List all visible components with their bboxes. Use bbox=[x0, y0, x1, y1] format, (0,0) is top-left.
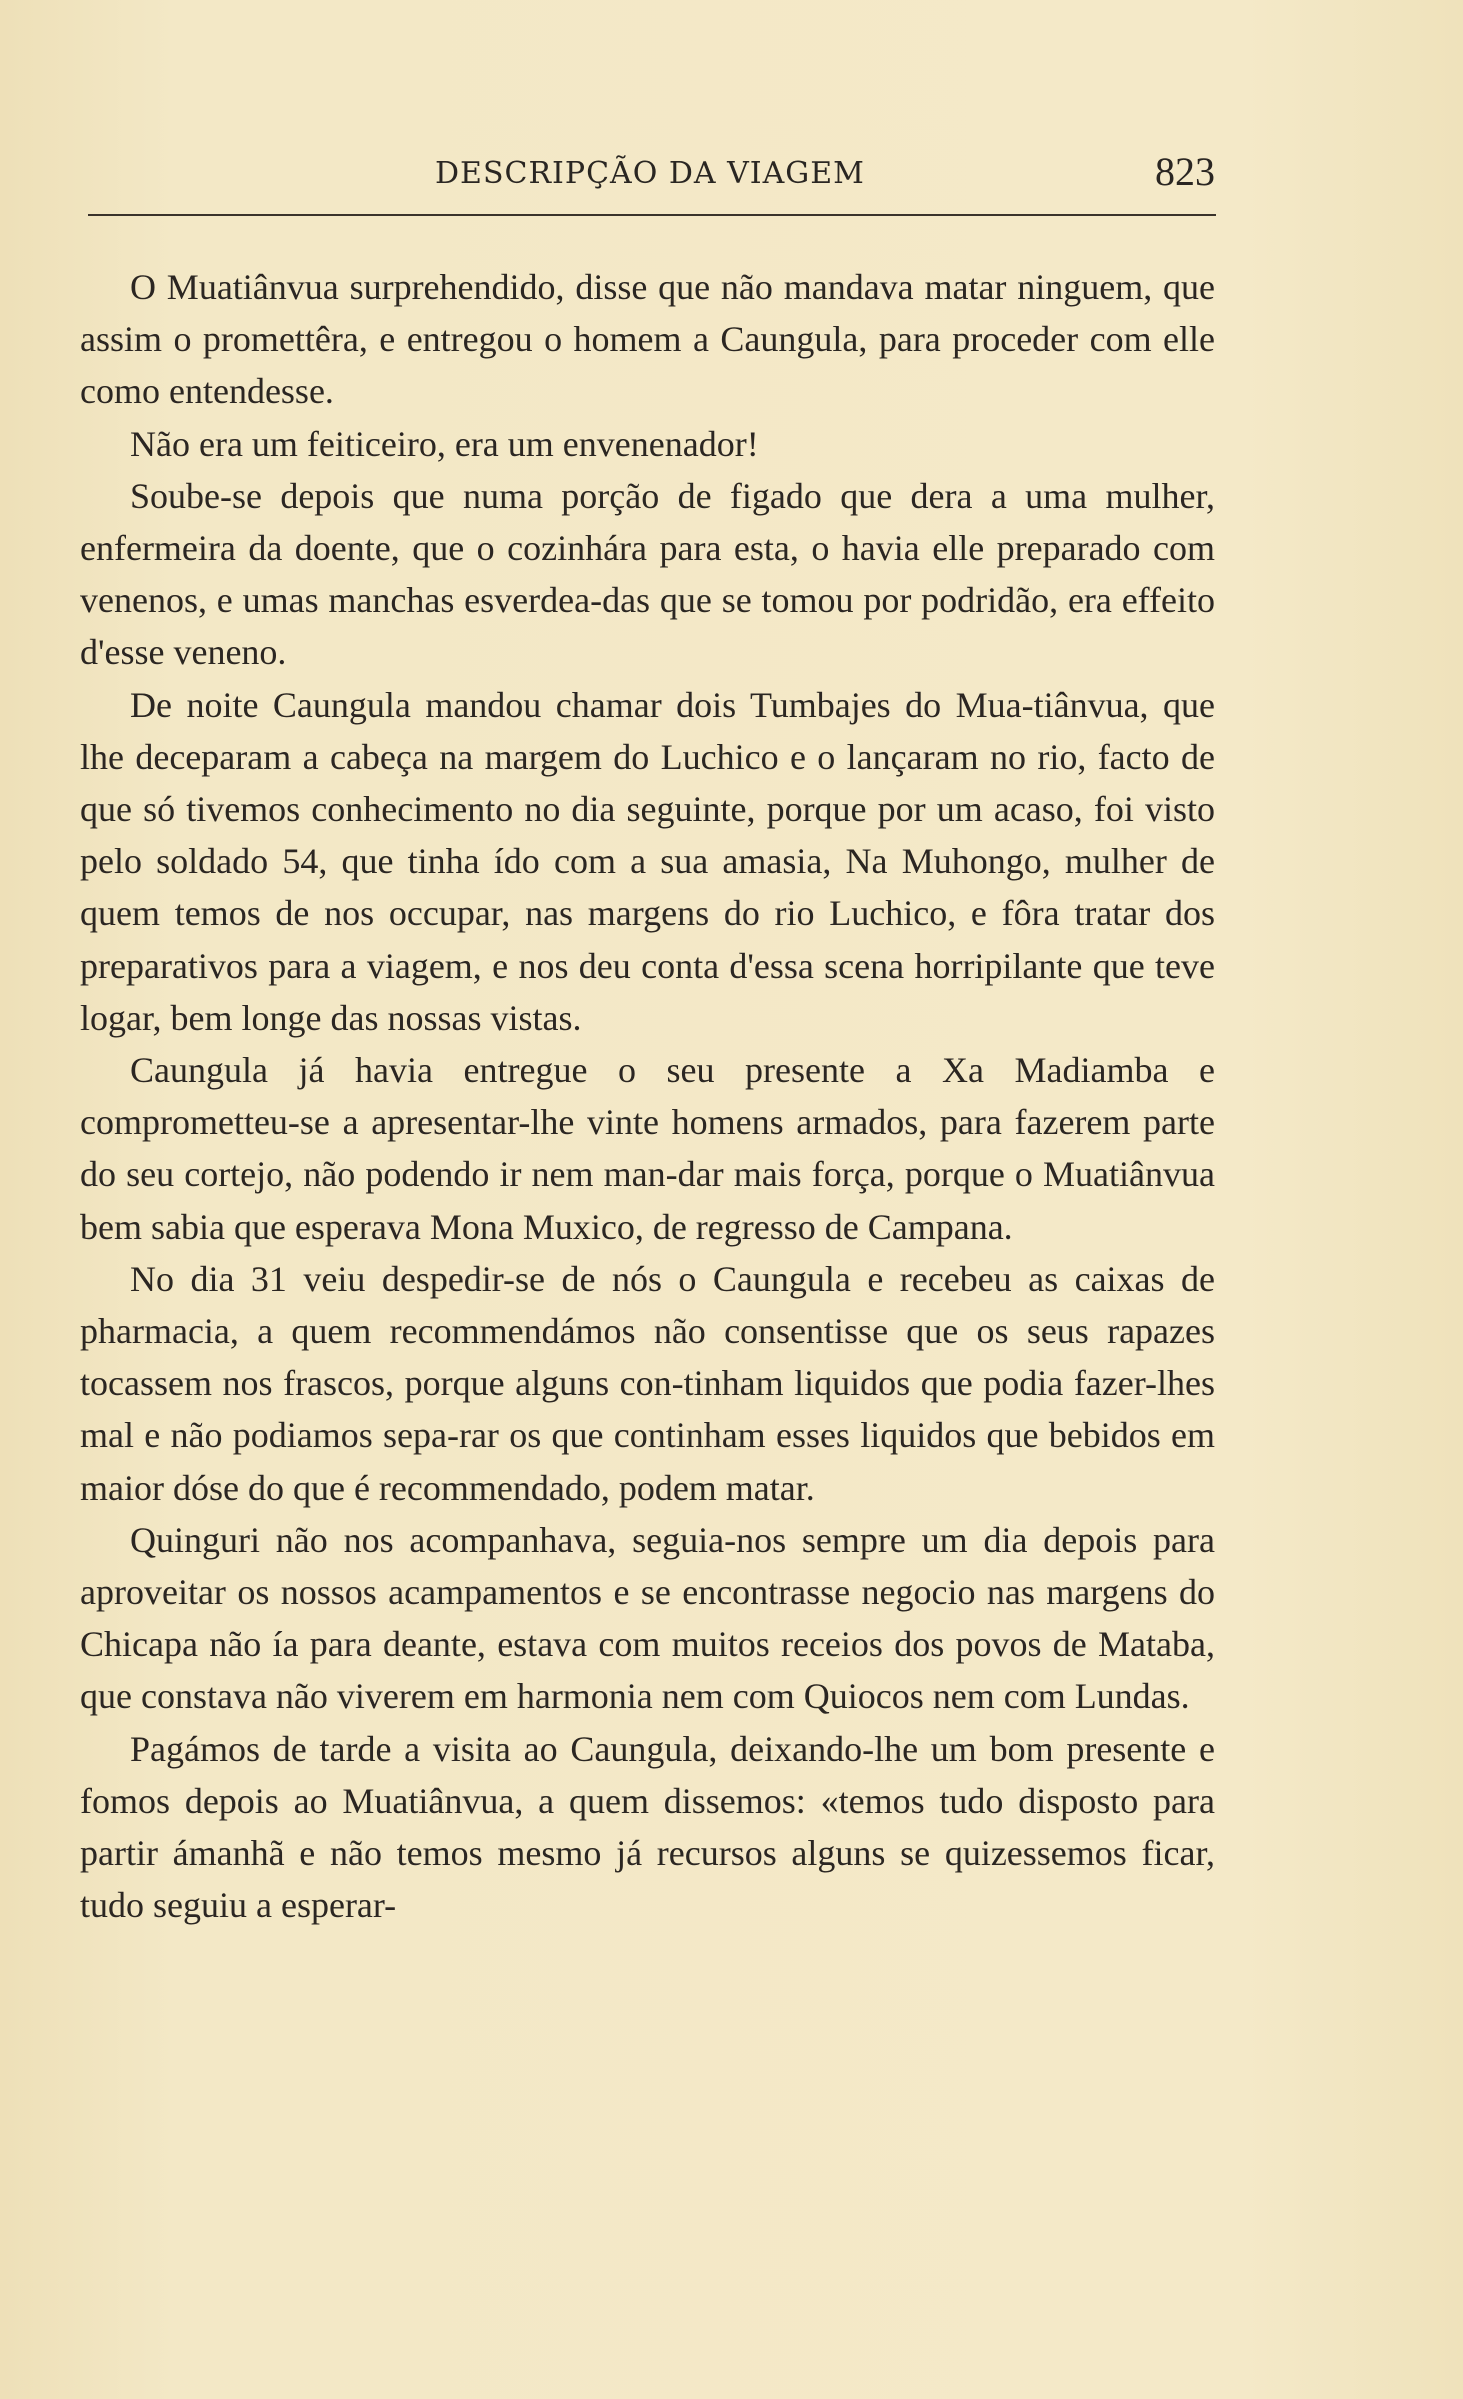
header-rule bbox=[88, 214, 1216, 216]
body-text bbox=[80, 261, 1215, 1932]
paragraph: De noite Caungula mandou chamar dois Tumbajes do Mua-tiânvua, que lhe deceparam a cabeça na margem do Luchico e o lançaram no rio, facto de que só tivemos conhecimento no dia seguinte, porque por um acaso, foi visto pelo soldado 54, que tinha ído com a sua amasia, Na Muhongo, mulher de quem temos de nos occupar, nas margens do rio Luchico, e fôra tratar dos preparativos para a viagem, e nos deu conta d'essa scena horripilante que teve logar, bem longe das nossas vistas. bbox=[80, 684, 1215, 1038]
paragraph: Soube-se depois que numa porção de figado que dera a uma mulher, enfermeira da doente, que o cozinhára para esta, o havia elle preparado com venenos, e umas manchas esverdea-das que se tomou por podridão, era effeito d'esse veneno. bbox=[80, 475, 1215, 673]
page-header bbox=[80, 148, 1215, 200]
running-title: DESCRIPÇÃO DA VIAGEM bbox=[435, 156, 865, 191]
page-number: 823 bbox=[1155, 149, 1215, 194]
paragraph: Pagámos de tarde a visita ao Caungula, deixando-lhe um bom presente e fomos depois ao Muatiânvua, a quem dissemos: «temos tudo disposto para partir ámanhã e não temos mesmo já recursos alguns se quizessemos ficar, tudo seguiu a esperar- bbox=[80, 1728, 1215, 1926]
paragraph: No dia 31 veiu despedir-se de nós o Caungula e recebeu as caixas de pharmacia, a quem recommendámos não consentisse que os seus rapazes tocassem nos frascos, porque alguns con-tinham liquidos que podia fazer-lhes mal e não podiamos sepa-rar os que continham esses liquidos que bebidos em maior dóse do que é recommendado, podem matar. bbox=[80, 1258, 1215, 1508]
paragraph: Quinguri não nos acompanhava, seguia-nos sempre um dia depois para aproveitar os nossos acampamentos e se encontrasse negocio nas margens do Chicapa não ía para deante, estava com muitos receios dos povos de Mataba, que constava não viverem em harmonia nem com Quiocos nem com Lundas. bbox=[80, 1519, 1215, 1717]
paragraph: Não era um feiticeiro, era um envenenador! bbox=[130, 423, 759, 464]
paragraph: Caungula já havia entregue o seu presente a Xa Madiamba e comprometteu-se a apresentar-lhe vinte homens armados, para fazerem parte do seu cortejo, não podendo ir nem man-dar mais força, porque o Muatiânvua bem sabia que esperava Mona Muxico, de regresso de Campana. bbox=[80, 1050, 1215, 1247]
paragraph: O Muatiânvua surprehendido, disse que não mandava matar ninguem, que assim o promettêra, e entregou o homem a Caungula, para proceder com elle como entendesse. bbox=[80, 267, 1215, 412]
